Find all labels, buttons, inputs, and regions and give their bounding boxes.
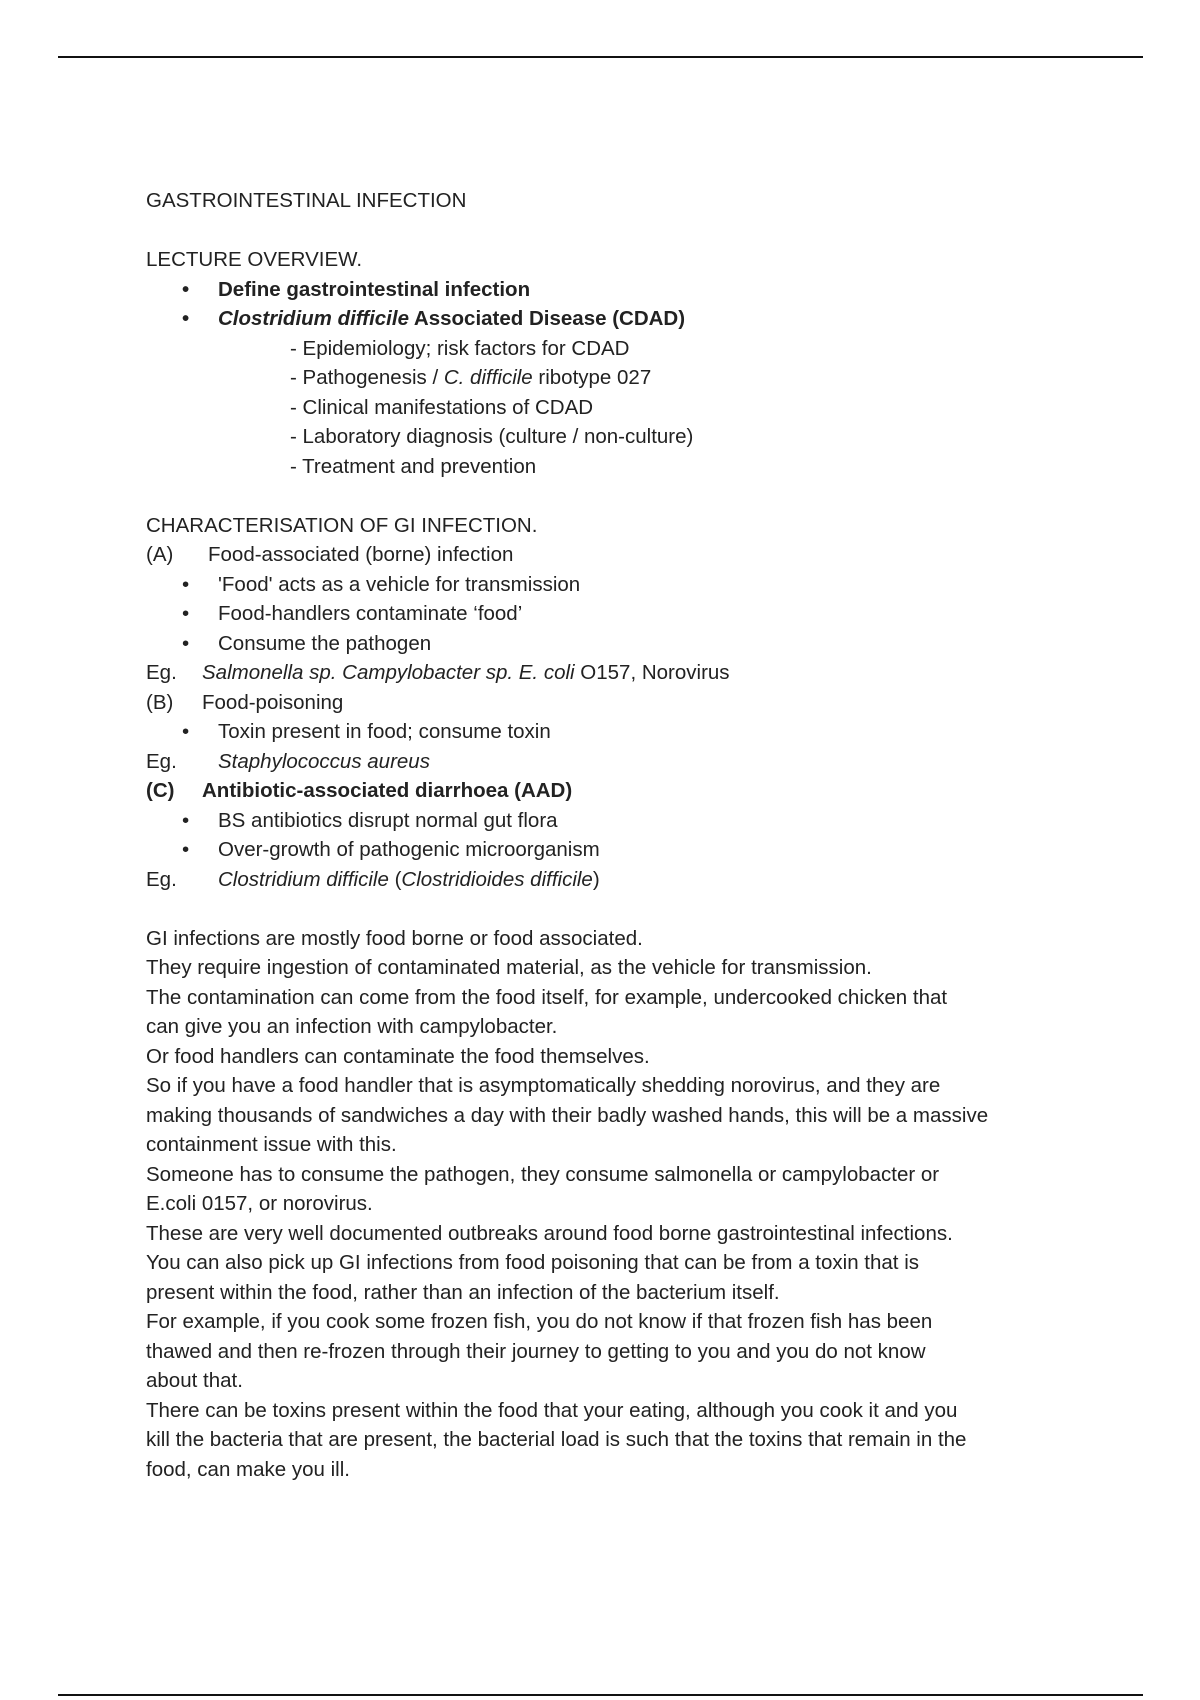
overview-sub-2-organism: C. difficile <box>443 366 533 389</box>
bullet-icon: • <box>182 307 190 330</box>
body-line: food, can make you ill. <box>146 1457 350 1481</box>
overview-bullet-1 <box>146 275 1086 305</box>
bullet-icon: • <box>182 838 190 861</box>
bullet-icon: • <box>182 631 190 655</box>
section-a-text: Food-associated (borne) infection <box>208 543 514 566</box>
section-a-label: (A) <box>146 543 174 566</box>
example-label: Eg. <box>146 867 177 891</box>
section-c-bullet-2 <box>146 835 1086 865</box>
section-b-bullet-1-text: Toxin present in food; consume toxin <box>218 720 551 743</box>
section-c-example-new-name: Clostridioides difficile <box>401 867 593 891</box>
overview-bullet-2 <box>146 304 1086 334</box>
section-a-example-organisms: Salmonella sp. Campylobacter sp. E. coli <box>202 661 575 684</box>
section-b-example-organism: Staphylococcus aureus <box>218 749 430 773</box>
section-c-bullet-1 <box>146 806 1086 836</box>
document-title: GASTROINTESTINAL INFECTION <box>146 189 467 212</box>
section-c-bullet-1-text: BS antibiotics disrupt normal gut flora <box>218 808 558 832</box>
section-c-title <box>146 776 1086 806</box>
section-a-bullet-3 <box>146 629 1086 659</box>
body-line: kill the bacteria that are present, the bacterial load is such that the toxins that remain in the <box>146 1428 967 1451</box>
section-b-text: Food-poisoning <box>202 690 344 714</box>
bullet-icon: • <box>182 602 190 625</box>
overview-sub-4: - Laboratory diagnosis (culture / non-culture) <box>290 425 694 448</box>
body-line: They require ingestion of contaminated material, as the vehicle for transmission. <box>146 956 872 979</box>
section-a-bullet-2-text: Food-handlers contaminate ‘food’ <box>218 602 523 625</box>
section-a-bullet-3-text: Consume the pathogen <box>218 631 432 655</box>
section-c-text: Antibiotic-associated diarrhoea (AAD) <box>202 779 573 802</box>
body-line: For example, if you cook some frozen fish, you do not know if that frozen fish has been <box>146 1310 933 1333</box>
bullet-icon: • <box>182 572 190 596</box>
body-line: So if you have a food handler that is asymptomatically shedding norovirus, and they are <box>146 1074 941 1097</box>
overview-sub-2-a: - Pathogenesis / <box>290 366 444 389</box>
overview-heading: LECTURE OVERVIEW. <box>146 248 363 271</box>
section-c-example-paren-close: ) <box>592 867 600 891</box>
body-line: The contamination can come from the food itself, for example, undercooked chicken that <box>146 985 948 1009</box>
section-b-example <box>146 747 1086 777</box>
section-a-example-rest: O157, Norovirus <box>574 661 730 684</box>
body-line: Or food handlers can contaminate the food themselves. <box>146 1044 650 1068</box>
overview-sub-2-b: ribotype 027 <box>532 366 652 389</box>
section-a-bullet-1 <box>146 570 1086 600</box>
section-a-example <box>146 658 1086 688</box>
body-line: containment issue with this. <box>146 1133 397 1156</box>
body-line: about that. <box>146 1369 243 1392</box>
document-body <box>146 186 1086 1484</box>
section-c-bullet-2-text: Over-growth of pathogenic microorganism <box>218 838 600 861</box>
bullet-icon: • <box>182 808 190 832</box>
section-c-example <box>146 865 1086 895</box>
bullet-icon: • <box>182 277 190 301</box>
overview-bullet-1-text: Define gastrointestinal infection <box>218 277 531 301</box>
body-line: These are very well documented outbreaks around food borne gastrointestinal infections. <box>146 1221 953 1245</box>
body-line: There can be toxins present within the food that your eating, although you cook it and you <box>146 1398 958 1422</box>
overview-sub-1: - Epidemiology; risk factors for CDAD <box>290 336 630 360</box>
overview-sub-2 <box>146 363 1086 393</box>
overview-bullet-2-text: Associated Disease (CDAD) <box>408 307 686 330</box>
body-line: GI infections are mostly food borne or food associated. <box>146 926 643 950</box>
body-line: can give you an infection with campylobacter. <box>146 1015 558 1038</box>
overview-bullet-2-organism: Clostridium difficile <box>218 307 409 330</box>
section-a-bullet-1-text: 'Food' acts as a vehicle for transmission <box>218 572 581 596</box>
section-b-title <box>146 688 1086 718</box>
body-line: Someone has to consume the pathogen, they consume salmonella or campylobacter or <box>146 1162 940 1186</box>
header-rule <box>58 56 1143 58</box>
section-b-bullet-1 <box>146 717 1086 747</box>
section-a-title <box>146 540 1086 570</box>
body-line: present within the food, rather than an infection of the bacterium itself. <box>146 1280 780 1304</box>
section-a-bullet-2 <box>146 599 1086 629</box>
section-b-label: (B) <box>146 690 174 714</box>
example-label: Eg. <box>146 749 177 773</box>
overview-sub-5: - Treatment and prevention <box>290 454 537 478</box>
body-line: making thousands of sandwiches a day with their badly washed hands, this will be a massive <box>146 1103 989 1127</box>
example-label: Eg. <box>146 661 177 684</box>
body-line: thawed and then re-frozen through their journey to getting to you and you do not know <box>146 1339 926 1363</box>
body-line: You can also pick up GI infections from food poisoning that can be from a toxin that is <box>146 1251 919 1274</box>
section-c-example-paren-open: ( <box>388 867 402 891</box>
overview-sub-3: - Clinical manifestations of CDAD <box>290 395 594 419</box>
body-line: E.coli 0157, or norovirus. <box>146 1192 373 1215</box>
bullet-icon: • <box>182 720 190 743</box>
characterisation-heading: CHARACTERISATION OF GI INFECTION. <box>146 513 538 537</box>
footer-rule <box>58 1694 1143 1696</box>
section-c-label: (C) <box>146 779 175 802</box>
section-c-example-organism: Clostridium difficile <box>218 867 389 891</box>
